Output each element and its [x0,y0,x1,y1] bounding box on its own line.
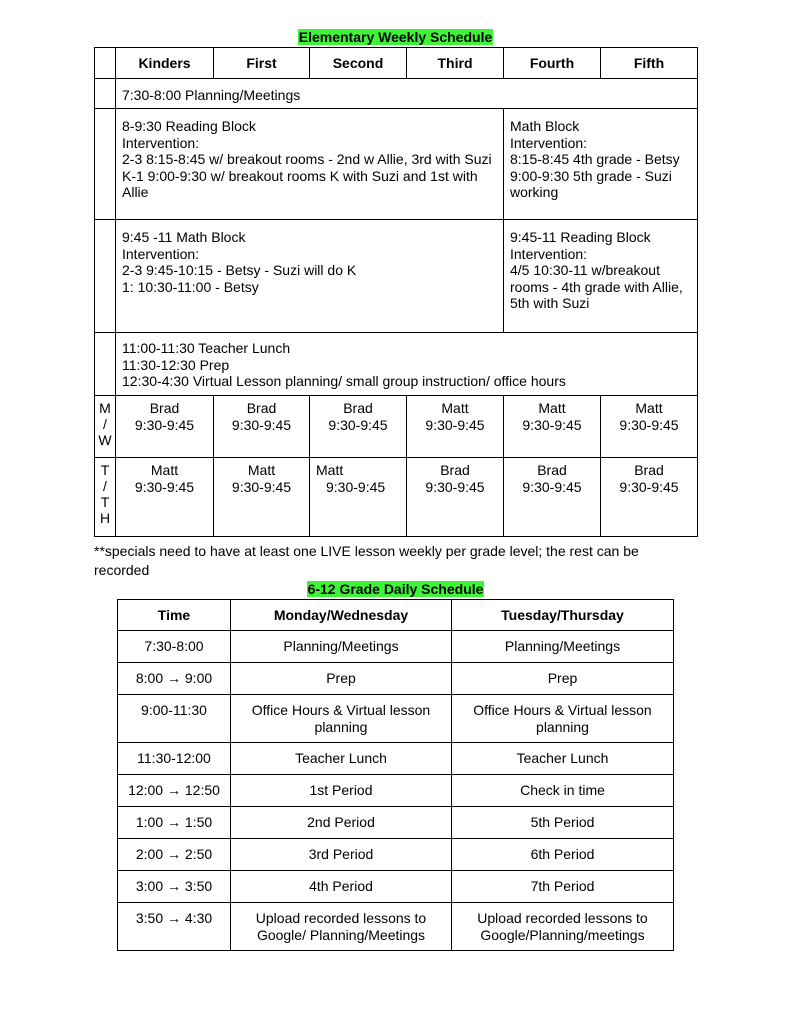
day-letter: T [100,462,110,478]
header-monday-wednesday: Monday/Wednesday [231,600,452,631]
table-row [118,807,674,839]
elementary-title-text: Elementary Weekly Schedule [298,29,493,45]
teacher-name: Matt [441,400,469,416]
specials-note: **specials need to have at least one LIVE lesson weekly per grade level; the rest can be recorded [94,543,639,578]
mw-fifth-cell [601,396,698,458]
planning-cell: 7:30-8:00 Planning/Meetings [116,79,698,109]
monday-wednesday-cell: Office Hours & Virtual lesson planning [231,695,452,743]
tth-day-label [95,458,116,537]
tth-fifth-cell [601,458,698,537]
secondary-schedule-body [118,631,674,951]
time-cell: 12:00 → 12:50 [118,775,231,807]
blank-cell [95,79,116,109]
tth-kinders-cell [116,458,214,537]
day-letter: W [98,432,112,448]
grade-header-second: Second [310,48,407,79]
special-time: 9:30-9:45 [326,478,386,495]
special-time: 9:30-9:45 [619,478,679,495]
tuesday-thursday-cell: Upload recorded lessons to Google/Planning/meetings [452,903,674,951]
monday-wednesday-cell: 2nd Period [231,807,452,839]
table-row [118,871,674,903]
monday-wednesday-cell: 3rd Period [231,839,452,871]
mw-third-cell [407,396,504,458]
teacher-name: Matt [635,400,663,416]
teacher-name: Brad [537,462,567,478]
tuesday-thursday-cell: 6th Period [452,839,674,871]
blank-cell [95,333,116,396]
teacher-name: Matt [247,462,276,478]
reading-block-row [95,109,698,220]
day-letter: M [99,400,111,416]
time-cell: 2:00 → 2:50 [118,839,231,871]
mw-second-cell [310,396,407,458]
tth-specials-row [95,458,698,537]
day-letter: / [103,416,107,432]
tuesday-thursday-cell: Teacher Lunch [452,743,674,775]
tth-fourth-cell [504,458,601,537]
reading-block-cell: 8-9:30 Reading Block Intervention: 2-3 8:15-8:45 w/ breakout rooms - 2nd w Allie, 3rd with Suzi K-1 9:00-9:30 w/ breakout rooms K with Suzi and 1st with Allie [116,109,504,220]
monday-wednesday-cell: Planning/Meetings [231,631,452,663]
time-cell: 7:30-8:00 [118,631,231,663]
mw-kinders-cell [116,396,214,458]
time-cell: 3:00 → 3:50 [118,871,231,903]
teacher-name: Brad [440,462,470,478]
special-time: 9:30-9:45 [328,416,388,433]
day-letter: T [100,494,110,510]
time-cell: 1:00 → 1:50 [118,807,231,839]
monday-wednesday-cell: 1st Period [231,775,452,807]
grade-header-kinders: Kinders [116,48,214,79]
time-cell: 11:30-12:00 [118,743,231,775]
lunch-prep-row [95,333,698,396]
elementary-schedule-table [94,47,698,537]
teacher-name: Matt [538,400,566,416]
time-cell: 3:50 → 4:30 [118,903,231,951]
mw-first-cell [214,396,310,458]
tuesday-thursday-cell: Planning/Meetings [452,631,674,663]
upper-math-block-cell: Math Block Intervention: 8:15-8:45 4th grade - Betsy 9:00-9:30 5th grade - Suzi working [504,109,698,220]
blank-cell [95,220,116,333]
special-time: 9:30-9:45 [522,478,582,495]
secondary-header-row [118,600,674,631]
elementary-schedule-title [0,29,791,46]
header-time: Time [118,600,231,631]
blank-header-cell [95,48,116,79]
special-time: 9:30-9:45 [231,416,292,433]
grade-header-row [95,48,698,79]
teacher-name: Brad [149,400,180,416]
special-time: 9:30-9:45 [231,478,292,495]
day-letter: / [103,478,107,494]
day-letter: H [99,510,111,526]
special-time: 9:30-9:45 [619,416,679,433]
secondary-title-text: 6-12 Grade Daily Schedule [307,581,484,597]
tth-second-cell [310,458,407,537]
math-block-cell: 9:45 -11 Math Block Intervention: 2-3 9:45-10:15 - Betsy - Suzi will do K 1: 10:30-11:00 - Betsy [116,220,504,333]
table-row [118,695,674,743]
time-cell: 8:00 → 9:00 [118,663,231,695]
grade-header-first: First [214,48,310,79]
grade-header-fifth: Fifth [601,48,698,79]
grade-header-third: Third [407,48,504,79]
teacher-name: Matt [150,462,179,478]
special-time: 9:30-9:45 [134,478,195,495]
upper-reading-block-cell: 9:45-11 Reading Block Intervention: 4/5 10:30-11 w/breakout rooms - 4th grade with Allie, 5th with Suzi [504,220,698,333]
table-row [118,663,674,695]
mw-fourth-cell [504,396,601,458]
monday-wednesday-cell: 4th Period [231,871,452,903]
lunch-prep-cell: 11:00-11:30 Teacher Lunch 11:30-12:30 Prep 12:30-4:30 Virtual Lesson planning/ small group instruction/ office hours [116,333,698,396]
tuesday-thursday-cell: 5th Period [452,807,674,839]
tth-third-cell [407,458,504,537]
planning-row [95,79,698,109]
math-block-row [95,220,698,333]
monday-wednesday-cell: Prep [231,663,452,695]
table-row [118,743,674,775]
tuesday-thursday-cell: 7th Period [452,871,674,903]
tuesday-thursday-cell: Check in time [452,775,674,807]
blank-cell [95,109,116,220]
grade-header-fourth: Fourth [504,48,601,79]
tth-first-cell [214,458,310,537]
header-tuesday-thursday: Tuesday/Thursday [452,600,674,631]
table-row [118,839,674,871]
monday-wednesday-cell: Teacher Lunch [231,743,452,775]
teacher-name: Matt [316,462,344,478]
table-row [118,775,674,807]
secondary-schedule-table [117,599,674,951]
table-row [118,903,674,951]
special-time: 9:30-9:45 [522,416,582,433]
tuesday-thursday-cell: Office Hours & Virtual lesson planning [452,695,674,743]
mw-specials-row [95,396,698,458]
table-row [118,631,674,663]
special-time: 9:30-9:45 [134,416,195,433]
teacher-name: Brad [246,400,277,416]
secondary-schedule-title [0,581,791,598]
time-cell: 9:00-11:30 [118,695,231,743]
monday-wednesday-cell: Upload recorded lessons to Google/ Planning/Meetings [231,903,452,951]
teacher-name: Brad [634,462,664,478]
tuesday-thursday-cell: Prep [452,663,674,695]
special-time: 9:30-9:45 [425,416,485,433]
special-time: 9:30-9:45 [425,478,485,495]
teacher-name: Brad [343,400,373,416]
mw-day-label [95,396,116,458]
